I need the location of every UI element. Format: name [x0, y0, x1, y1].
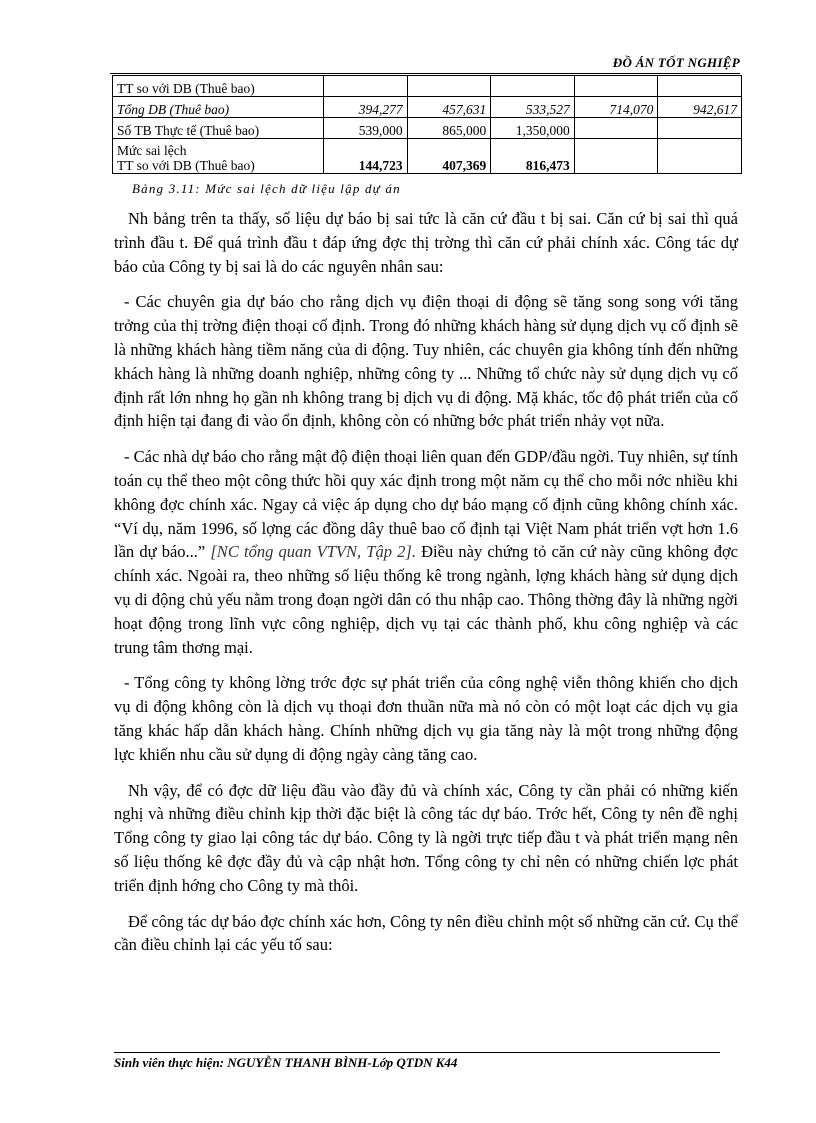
- body-text: [114, 207, 738, 969]
- table-row: [113, 118, 742, 139]
- table-cell: [574, 76, 658, 97]
- table-caption: Bảng 3.11: Mức sai lệch dữ liệu lập dự án: [132, 181, 401, 196]
- paragraph: - Tổng công ty không lờng trớc đợc sự phát triển của công nghệ viễn thông khiến cho dịch vụ di động không còn là dịch vụ thoại đơn thuần nữa mà nó còn có một loạt các dịch vụ gia tăng khác hấp dẫn khách hàng. Chính những dịch vụ gia tăng này là một trong những động lực khiến nhu cầu sử dụng di động ngày càng tăng cao.: [114, 673, 738, 764]
- citation: [NC tổng quan VTVN, Tập 2].: [210, 542, 416, 562]
- table-cell-label: TT so với DB (Thuê bao): [113, 76, 324, 97]
- table-cell-label: Số TB Thực tế (Thuê bao): [113, 118, 324, 139]
- table-cell: 407,369: [407, 139, 491, 174]
- paragraph: - Các chuyên gia dự báo cho rằng dịch vụ điện thoại di động sẽ tăng song song với tăng trởng của thị trờng điện thoại cố định. Trong đó những khách hàng sử dụng dịch vụ cố định sẽ là những khách hàng tiềm năng của di động. Tuy nhiên, các chuyên gia không tính đến những khách hàng là những doanh nghiệp, những công ty ... Những tổ chức này sử dụng dịch vụ cố định rất lớn nhng họ gần nh không trang bị dịch vụ di động. Mặ khác, tốc độ phát triển của cố định hiện tại đang đi vào ổn định, không còn có những bớc phát triển nhảy vọt nữa.: [114, 292, 738, 431]
- table-cell: [324, 76, 408, 97]
- table-cell: 457,631: [407, 97, 491, 118]
- table-row: [113, 139, 742, 174]
- paragraph-text: Điều này chứng tỏ căn cứ này cũng không đợc chính xác. Ngoài ra, theo những số liệu thống kê trong ngành, lợng khách hàng sử dụng dịch vụ di động chủ yếu nằm trong đoạn ngời dân có thu nhập cao. Thông thờng đây là những ngời hoạt động trong lĩnh vực công nghiệp, dịch vụ tại các thành phố, khu công nghiệp và các trung tâm thơng mại.: [114, 542, 739, 657]
- paragraph: Để công tác dự báo đợc chính xác hơn, Công ty nên điều chỉnh một số những căn cứ. Cụ thể cần điều chỉnh lại các yếu tố sau:: [114, 911, 738, 955]
- table-cell: [407, 76, 491, 97]
- label-line: Mức sai lệch: [117, 143, 187, 158]
- table-cell: [658, 76, 742, 97]
- table-cell: 942,617: [658, 97, 742, 118]
- table-cell: [574, 118, 658, 139]
- table-cell: 394,277: [324, 97, 408, 118]
- table-cell: 144,723: [324, 139, 408, 174]
- table-cell: 1,350,000: [491, 118, 575, 139]
- page-footer: Sinh viên thực hiện: NGUYỄN THANH BÌNH-Lớp QTDN K44: [114, 1052, 720, 1071]
- paragraph: Nh vậy, để có đợc dữ liệu đầu vào đầy đủ và chính xác, Công ty cần phải có những kiến nghị và những điều chỉnh kịp thời đặc biệt là công tác dự báo. Trớc hết, Công ty nên đề nghị Tổng công ty giao lại công tác dự báo. Công ty là ngời trực tiếp đầu t và phát triển mạng nên số liệu thống kê đợc đầy đủ và cập nhật hơn. Tổng công ty chỉ nên có những chiến lợc phát triển định hớng cho Công ty mà thôi.: [114, 780, 738, 895]
- table-row: [113, 76, 742, 97]
- header-title: ĐỒ ÁN TỐT NGHIỆP: [612, 55, 740, 70]
- table-row: [113, 97, 742, 118]
- table-cell: [491, 76, 575, 97]
- table-cell-label: Tổng DB (Thuê bao): [113, 97, 324, 118]
- table-cell: 865,000: [407, 118, 491, 139]
- table-cell: 539,000: [324, 118, 408, 139]
- paragraph-text: - Các nhà dự báo cho rằng mật độ điện thoại liên quan đến GDP/đầu ngời. Tuy nhiên, sự tính toán cụ thể theo một công thức hồi quy xác định trong một năm cụ thể cho mỗi nớc nhiều khi không đợc chính xác. Ngay cả việc áp dụng cho dự báo mạng cố định cũng không chính xác. “Ví dụ, năm 1996, số lợng các đồng dây thuê bao cố định tại Việt Nam phát triển vợt hơn 1.6 lần dự báo...”: [114, 447, 738, 562]
- table-cell: [658, 118, 742, 139]
- page-header: [110, 57, 740, 74]
- table-cell: 816,473: [491, 139, 575, 174]
- table-cell: 533,527: [491, 97, 575, 118]
- table-cell: 714,070: [574, 97, 658, 118]
- paragraph: Nh bảng trên ta thấy, số liệu dự báo bị sai tức là căn cứ đầu t bị sai. Căn cứ bị sai thì quá trình đầu t. Để quá trình đầu t đáp ứng đợc thị trờng thì căn cứ phải chính xác. Công tác dự báo của Công ty bị sai là do các nguyên nhân sau:: [114, 209, 738, 276]
- table-cell: [574, 139, 658, 174]
- table-cell-label: [113, 139, 324, 174]
- data-table: [112, 75, 742, 174]
- table-cell: [658, 139, 742, 174]
- label-line: TT so với DB (Thuê bao): [117, 158, 255, 173]
- paragraph: [114, 445, 738, 659]
